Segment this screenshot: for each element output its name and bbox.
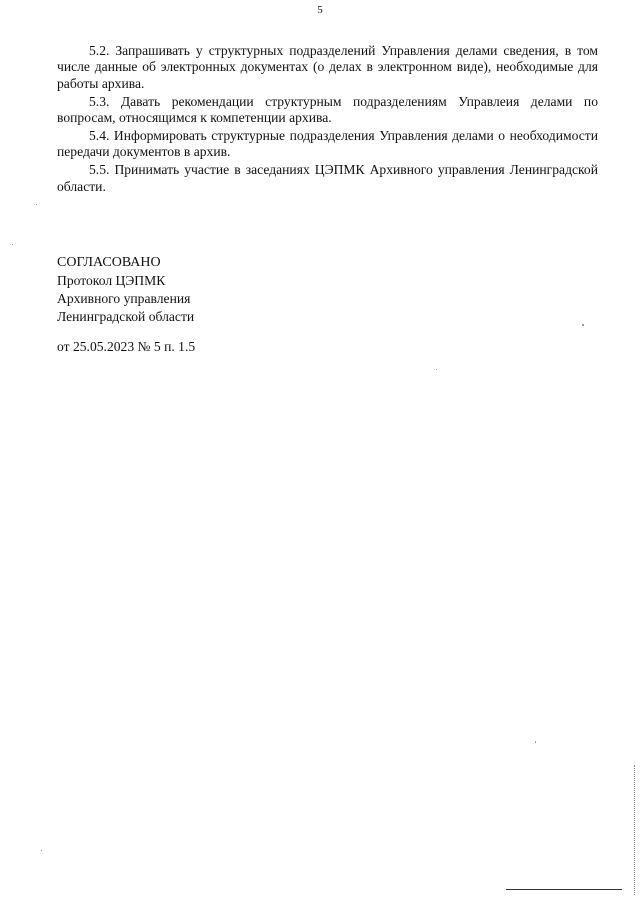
page-number: 5 — [317, 4, 323, 16]
approval-title: СОГЛАСОВАНО — [57, 255, 161, 270]
scan-speck — [582, 324, 584, 326]
bottom-rule — [506, 889, 622, 890]
scan-edge-marks — [634, 765, 636, 895]
approval-date: от 25.05.2023 № 5 п. 1.5 — [57, 339, 196, 354]
scan-speck — [36, 204, 37, 205]
scan-speck — [436, 369, 437, 370]
approval-line-department: Архивного управления — [57, 291, 191, 306]
scan-speck — [535, 741, 536, 743]
approval-block — [57, 254, 195, 356]
scan-speck — [12, 244, 13, 245]
paragraph-5-4: 5.4. Информировать структурные подразделения Управления делами о необходимости передачи документов в архив. — [57, 128, 598, 160]
scan-speck — [41, 850, 42, 851]
paragraph-5-5: 5.5. Принимать участие в заседаниях ЦЭПМК Архивного управления Ленинградской области. — [57, 162, 598, 194]
paragraph-5-2: 5.2. Запрашивать у структурных подразделений Управления делами сведения, в том числе данные об электронных документах (о делах в электронном виде), необходимые для работы архива. — [57, 43, 598, 91]
document-body — [57, 43, 598, 197]
paragraph-5-3: 5.3. Давать рекомендации структурным подразделениям Управлеия делами по вопросам, относящимся к компетенции архива. — [57, 93, 598, 126]
approval-line-region: Ленинградской области — [57, 309, 195, 324]
approval-line-protocol: Протокол ЦЭПМК — [57, 273, 166, 288]
